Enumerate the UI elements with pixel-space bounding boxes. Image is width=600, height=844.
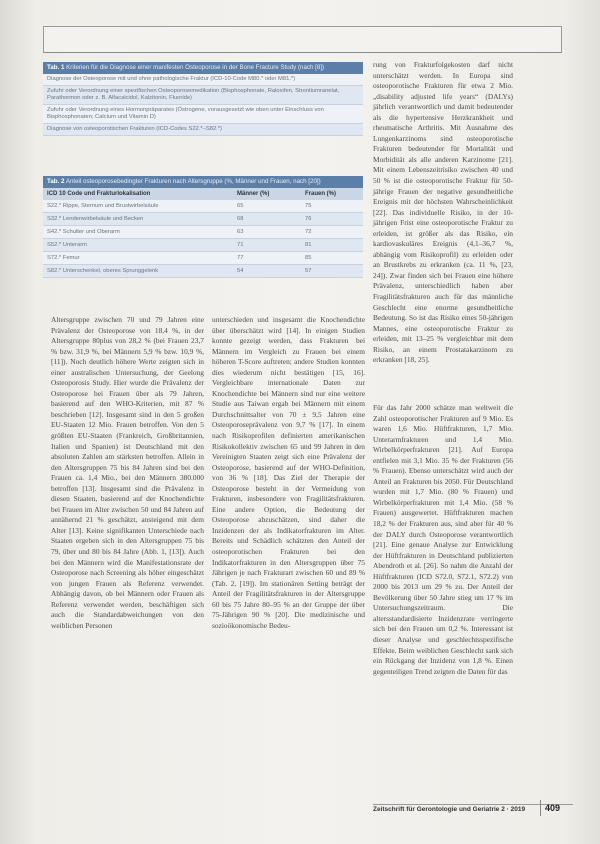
header-box	[43, 26, 562, 53]
cell: 71	[237, 241, 244, 248]
body-column-right-top	[373, 60, 513, 366]
cell: 68	[237, 215, 244, 222]
cell: 76	[305, 215, 312, 222]
cell: S72.* Femur	[47, 254, 80, 261]
table-row	[43, 239, 363, 252]
cell: 81	[305, 241, 312, 248]
table-1-caption	[43, 62, 363, 74]
column-header: ICD 10 Code und Frakturlokalisation	[47, 190, 151, 197]
paragraph: Für das Jahr 2000 schätze man weltweit die Zahl osteoporotischer Frakturen auf 9 Mio. Es waren 1,6 Mio. Hüftfrakturen, 1,7 Mio. Unterarmfrakturen und 1,4 Mio. Wirbelkörperfrakturen [21]. Auf Europa entfielen mit 3,1 Mio. 35 % der Frakturen (56 % Frauen). Ebenso unterschätzt wird auch der Anteil an Frakturen bis 2050. Für Deutschland wurden mit 1,7 Mio. (80 % Frauen) und Wirbelkörperfrakturen mit 1,4 Mio. (58 % Frauen) ausgewertet. Hüftfrakturen machen 18,2 % der Frakturen aus, sind aber für 40 % der DALY durch Osteoporose verantwortlich [21]. Eine genaue Analyse zur Entwicklung der Hüftfrakturen in Deutschland publizierten Abendroth et al. [26]. So nahm die Anzahl der Hüftfrakturen (ICD S72.0, S72.1, S72.2) von 2000 bis 2013 um 29 % zu. Der Anteil der Bevölkerung über 50 Jahre stieg um 17 % im Untersuchungszeitraum. Die altersstandardisierte Inzidenzrate verringerte sich bei den Frauen um 0,2 %. Interessant ist dieser Analyse und geschlechtsspezifische Effekte. Beim weiblichen Geschlecht sank sich ein Rückgang der Inzidenz von 1,8 %. Einen gegenteiligen Trend zeigten die Daten für das	[373, 403, 513, 676]
table-1-caption-text: Kriterien für die Diagnose einer manifesten Osteoporose in der Bone Fracture Study (nach [8])	[66, 64, 325, 71]
table-row	[43, 200, 363, 213]
paragraph: rung von Frakturfolgekosten darf nicht unterschätzt werden. In Europa sind osteoporotische Frakturen für etwa 2 Mio. „disability adjusted life years“ (DALYs) jährlich verantwortlich und damit bedeutender als die hypertensive Herzkrankheit und rheumatische Arthritis. Mit Ausnahme des Lungenkarzinoms sind osteoporotische Frakturen bedeutender für Mortalität und Morbidität als alle anderen Karzinome [21]. Mit einem Lebenszeitrisiko zwischen 40 und 50 % ist die osteoporotische Fraktur für 50-jährige Frauen der negative gesundheitliche Ereignis mit der höchsten Wahrscheinlichkeit [22]. Das individuelle Risiko, in der 10-jährigen Frist eine osteoporotische Fraktur zu erleiden, ist größer als das Risiko, ein kardiovaskuläres Ereignis (4,1–36,7 %, abhängig vom Risikoprofil) zu erleiden oder an Brustkrebs zu erkranken (ca. 11 %, [23, 24]). Zwar finden sich bei Frauen eine höhere Prävalenz, unterschiedlich haben aber Fragilitätsfrakturen auch für das männliche Geschlecht eine enorme gesundheitliche Bedeutung. So ist das Risiko eines 50-jährigen Mannes, eine osteoporotische Fraktur zu erleiden, mit 13–25 % vergleichbar mit dem Risiko, an einem Prostatakarzinom zu erkranken [18, 25].	[373, 60, 513, 365]
cell: S82.* Unterschenkel, oberes Sprunggelenk	[47, 267, 159, 274]
journal-name: Zeitschrift für Gerontologie und Geriatrie 2 · 2019	[373, 806, 526, 813]
body-column-right-bottom	[373, 403, 513, 677]
cell: 85	[305, 254, 312, 261]
cell: S22.* Rippe, Sternum und Brustwirbelsäule	[47, 202, 159, 209]
cell: 77	[237, 254, 244, 261]
body-column-left	[51, 315, 204, 631]
body-column-middle	[212, 315, 365, 631]
table-row	[43, 252, 363, 265]
footer-divider	[540, 800, 541, 816]
table-2-label: Tab. 2	[47, 178, 65, 185]
table-2-header	[43, 188, 363, 200]
cell: 57	[305, 267, 312, 274]
table-1-label: Tab. 1	[47, 64, 65, 71]
paragraph: Altersgruppe zwischen 70 und 79 Jahren eine Prävalenz der Osteoporose von 18,4 %, in der Altersgruppe 80plus von 28,2 % (bei Frauen 23,7 % bzw. 31,9 %, bei Männern 5,9 % bzw. 10,9 %, [11]). Noch deutlich höhere Werte zeigten sich in einer australischen Untersuchung, der Geelong Osteoporosis Study. Hier wurde die Prävalenz der Osteoporose bei Frauen über als 79 Jahren, basierend auf den WHO-Kriterien, mit 87 % beschrieben [12]. Insgesamt sind in den 5 großen EU-Staaten 12 Mio. Frauen betroffen. Von den 5 größten EU-Staaten (Frankreich, Großbritannien, Italien und Spanien) ist Deutschland mit den absoluten Zahlen am stärksten betroffen. Allein in den Altersgruppen 75 bis 84 Jahren sind bei den Frauen ca. 1,4 Mio., bei den Männern 380.000 betroffen [13]. Insgesamt sind die Prävalenz in diesen Staaten, basierend auf der Knochendichte bei Frauen im Alter zwischen 50 und 84 Jahren auf annähernd 21 % geschätzt, ansteigend mit dem Alter [13]. Keine signifikanten Unterschiede nach Staaten ergeben sich in den Altersgruppen 75 bis 79, über und 80 bis 84 Jahre (Abb. 1, [13]). Auch bei den Männern wird die Manifestationsrate der Osteoporose nach Screening als höher eingeschätzt von jungen Frauen als Referenz verwendet. Abhängig davon, ob bei Männern oder Frauen als Referenz verwendet werden, beschäftigen sich auch die Standardabweichungen von den weiblichen Personen	[51, 315, 204, 630]
table-2-caption-text: Anteil osteoporosebedingter Frakturen nach Altersgruppe (%, Männer und Frauen, nach [20])	[65, 178, 321, 185]
cell: 72	[305, 228, 312, 235]
page-number: 409	[545, 803, 561, 813]
cell: 63	[237, 228, 244, 235]
table-1-row: Diagnose der Osteoporose mit und ohne pathologische Fraktur (ICD-10-Code M80.* oder M81.*)	[43, 74, 363, 86]
cell: 54	[237, 267, 244, 274]
table-1-row: Zufuhr oder Verordnung eines Hormonpräparates (Östrogene, vorausgesetzt wie oben unter Einschluss von Bisphosphonaten; Calcium und Vitamin D)	[43, 105, 363, 124]
cell: S42.* Schulter und Oberarm	[47, 228, 120, 235]
table-1-row: Zufuhr oder Verordnung einer spezifischen Osteoporosemedikation (Bisphosphonate, Raloxifen, Strontiumranelat, Parathormon oder z. B. Alfacalcidol, Kalzitonin, Fluoride)	[43, 86, 363, 105]
cell: S32.* Lendenwirbelsäule und Becken	[47, 215, 144, 222]
cell: 65	[237, 202, 244, 209]
table-2-caption	[43, 176, 363, 188]
table-1-row: Diagnose von osteoporotischen Frakturen (ICD-Codes S22.*–S82.*)	[43, 124, 363, 136]
table-row	[43, 265, 363, 278]
table-1	[43, 62, 363, 136]
cell: S52.* Unterarm	[47, 241, 87, 248]
table-2	[43, 176, 363, 278]
cell: 75	[305, 202, 312, 209]
paragraph: unterschieden und insgesamt die Knochendichte über überschätzt wird [14]. In einigen Studien konnte gezeigt werden, dass Frakturen bei Männern im Vergleich zu Frauen bei einem höheren T-Score auftreten; andere Studien konnten dies wiederum nicht bestätigen [15, 16]. Vergleichbare internationale Daten zur Knochendichte bei Männern sind nur eine weitere Studie aus Taiwan ergab bei Männern mit einem Durchschnittsalter von 70 ± 9,5 Jahren eine Osteoporoseprävalenz von 9,7 % [17]. In einem nach Risikoprofilen definierten amerikanischen Risikokollektiv zwischen 65 und 99 Jahren in den Vereinigten Staaten zeigt sich eine Prävalenz der Osteoporose, basierend auf der WHO-Definition, von 36 % [18]. Das Ziel der Therapie der Osteoporose besteht in der Vermeidung von Frakturen, insbesondere von Fragilitätsfrakturen. Eine andere Option, die Bedeutung der Osteoporose abzuschätzen, sind daher die Inzidenzen der als Indikatorfrakturen im Alter. Bereits und Schädlich schätzten den Anteil der osteoporotischen Frakturen bei den Indikatorfrakturen in den Altersgruppen über 75 Jährigen je nach Frakturart zwischen 60 und 89 % (Tab. 2, [19]). Im stationären Setting beträgt der Anteil der Fragilitätsfrakturen in der Altersgruppe 60 bis 75 Jahre 80–95 % an der Gruppe der über 75-Jährigen 90 % [20]. Die medizinische und sozioökonomische Bedeu-	[212, 315, 365, 630]
table-row	[43, 213, 363, 226]
column-header: Frauen (%)	[305, 190, 337, 197]
table-row	[43, 226, 363, 239]
column-header: Männer (%)	[237, 190, 270, 197]
